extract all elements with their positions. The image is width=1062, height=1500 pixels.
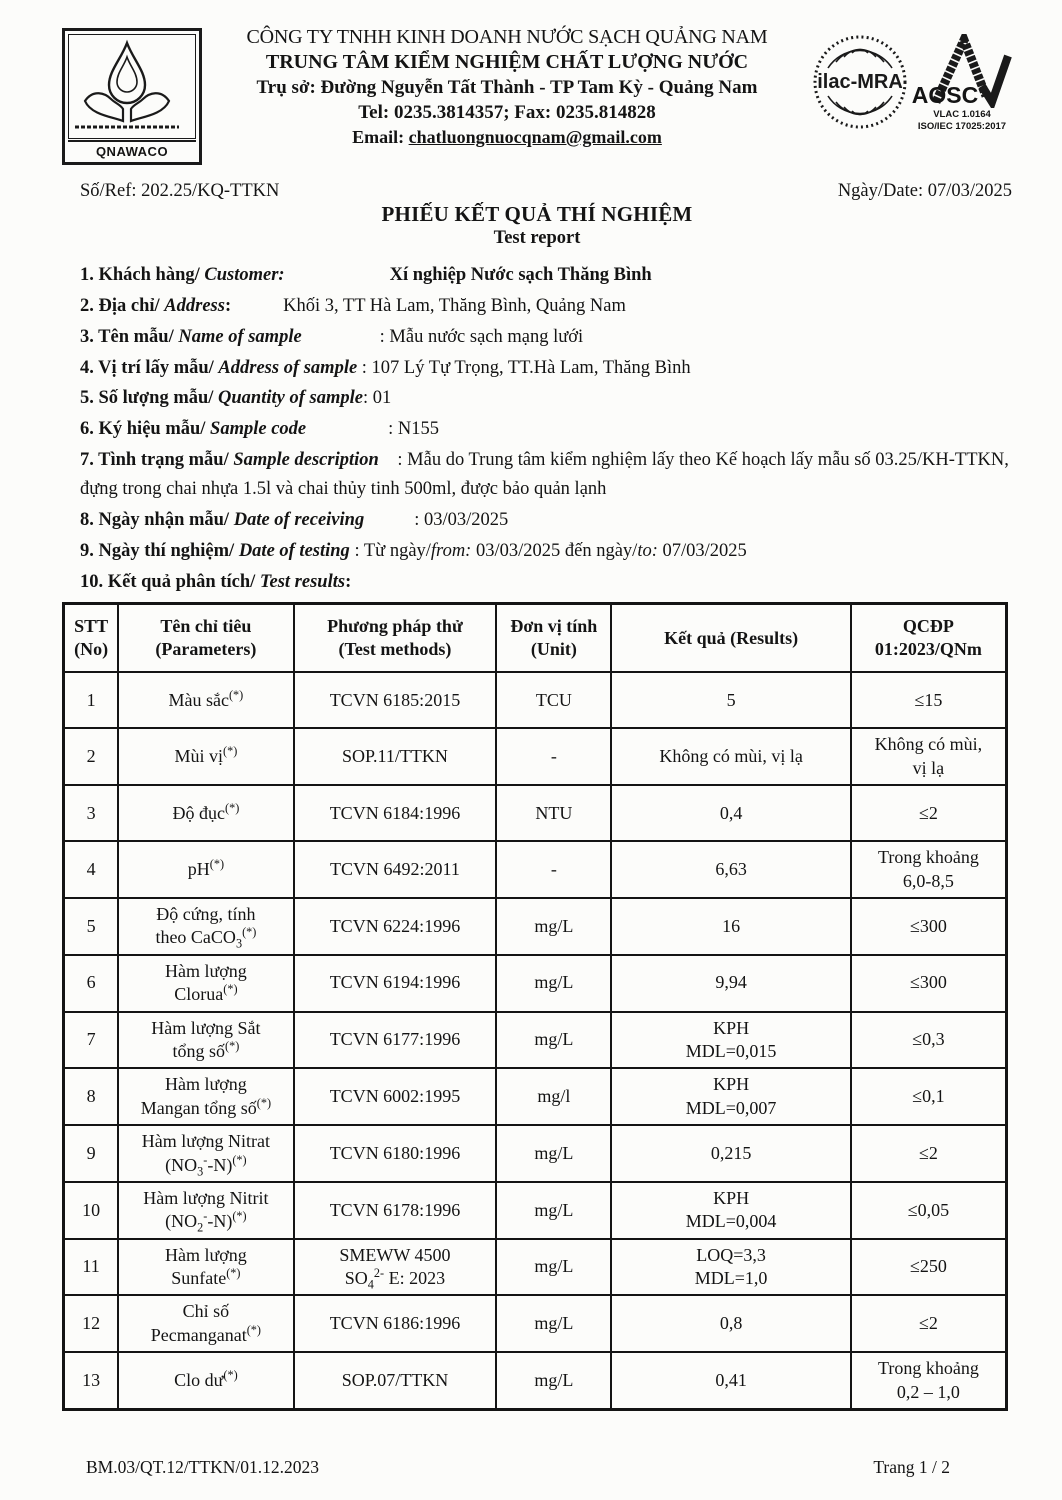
info-segment: : bbox=[224, 295, 232, 316]
limit: Không có mùi, vị lạ bbox=[851, 728, 1007, 785]
unit: - bbox=[496, 841, 611, 898]
aosc-logo bbox=[912, 34, 1012, 134]
page-number: Trang 1 / 2 bbox=[873, 1457, 950, 1477]
row-number: 4 bbox=[64, 841, 119, 898]
test-method: SOP.07/TTKN bbox=[294, 1352, 497, 1409]
email-line bbox=[208, 127, 806, 148]
info-segment: Khối 3, TT Hà Lam, Thăng Bình, Quảng Nam bbox=[283, 295, 626, 316]
unit: mg/L bbox=[496, 1352, 611, 1409]
document-date: Ngày/Date: 07/03/2025 bbox=[837, 181, 1012, 201]
info-segment: Address bbox=[164, 295, 225, 316]
result: KPH MDL=0,004 bbox=[611, 1182, 851, 1239]
table-row bbox=[64, 1068, 1007, 1125]
parameter-name: Hàm lượng Sunfate(*) bbox=[118, 1239, 293, 1296]
info-segment: : N155 bbox=[388, 419, 439, 440]
test-method: TCVN 6224:1996 bbox=[294, 898, 497, 955]
info-segment: Date of receiving bbox=[233, 509, 365, 530]
unit: mg/l bbox=[496, 1068, 611, 1125]
email-label: Email: bbox=[352, 127, 405, 147]
result: 9,94 bbox=[611, 955, 851, 1012]
info-segment: 1. Khách hàng/ bbox=[80, 265, 205, 285]
result: 0,41 bbox=[611, 1352, 851, 1409]
table-row bbox=[64, 1125, 1007, 1182]
limit: ≤15 bbox=[851, 672, 1007, 728]
letterhead bbox=[62, 24, 1012, 165]
report-subtitle: Test report bbox=[493, 228, 581, 248]
parameter-name: Hàm lượng Nitrit $(NO_2^--N)^{(*)}$ bbox=[118, 1182, 293, 1239]
row-number: 6 bbox=[64, 955, 119, 1012]
info-segment: Test results bbox=[259, 571, 346, 592]
info-segment: Sample description bbox=[233, 450, 379, 471]
info-segment: Name of sample bbox=[178, 326, 302, 347]
limit: ≤0,1 bbox=[851, 1068, 1007, 1125]
unit: mg/L bbox=[496, 1012, 611, 1069]
info-segment: 5. Số lượng mẫu/ bbox=[80, 388, 219, 409]
parameter-name: Mùi vị(*) bbox=[118, 728, 293, 785]
table-row bbox=[64, 1012, 1007, 1069]
column-header: Tên chỉ tiêu (Parameters) bbox=[118, 604, 293, 673]
aosc-label: AOSC bbox=[911, 82, 979, 108]
limit: ≤0,05 bbox=[851, 1182, 1007, 1239]
result: 0,4 bbox=[611, 785, 851, 841]
ilac-mra-label: ilac-MRA bbox=[817, 71, 903, 93]
info-line bbox=[80, 415, 1012, 444]
info-segment: : Mẫu do Trung tâm kiểm nghiệm lấy theo Kế hoạch lấy mẫu số 03.25/KH-TTKN, đựng trong chai nhựa 1.5l và chai thủy tinh 500ml, được bảo quản lạnh bbox=[80, 450, 1009, 500]
ref-date-row bbox=[62, 181, 1012, 202]
info-segment: 9. Ngày thí nghiệm/ bbox=[80, 540, 239, 561]
table-row bbox=[64, 1295, 1007, 1352]
column-header: Phương pháp thử (Test methods) bbox=[294, 604, 497, 673]
qnawaco-logo-label: QNAWACO bbox=[68, 140, 196, 159]
info-segment: : 03/03/2025 bbox=[414, 509, 509, 530]
row-number: 10 bbox=[64, 1182, 119, 1239]
row-number: 9 bbox=[64, 1125, 119, 1182]
document-ref: Số/Ref: 202.25/KQ-TTKN bbox=[80, 181, 280, 201]
info-segment: 8. Ngày nhận mẫu/ bbox=[80, 509, 234, 530]
form-code: BM.03/QT.12/TTKN/01.12.2023 bbox=[86, 1457, 320, 1477]
result: Không có mùi, vị lạ bbox=[611, 728, 851, 785]
limit: ≤250 bbox=[851, 1239, 1007, 1296]
qnawaco-logo-inner bbox=[68, 34, 196, 139]
result: 16 bbox=[611, 898, 851, 955]
info-segment: 7. Tình trạng mẫu/ bbox=[80, 450, 234, 471]
info-segment: to: bbox=[637, 540, 658, 561]
parameter-name: Độ đục(*) bbox=[118, 785, 293, 841]
limit: ≤0,3 bbox=[851, 1012, 1007, 1069]
unit: mg/L bbox=[496, 1295, 611, 1352]
info-segment: from: bbox=[430, 540, 472, 561]
info-line bbox=[80, 384, 1012, 413]
company-name: CÔNG TY TNHH KINH DOANH NƯỚC SẠCH QUẢNG NAM bbox=[246, 26, 768, 48]
page-footer bbox=[86, 1457, 950, 1478]
test-method: TCVN 6177:1996 bbox=[294, 1012, 497, 1069]
ilac-mra-stamp-icon bbox=[812, 34, 908, 130]
unit: mg/L bbox=[496, 955, 611, 1012]
info-line bbox=[80, 506, 1012, 535]
test-method: TCVN 6186:1996 bbox=[294, 1295, 497, 1352]
info-segment: 3. Tên mẫu/ bbox=[80, 326, 179, 347]
limit: ≤300 bbox=[851, 898, 1007, 955]
table-row bbox=[64, 785, 1007, 841]
info-segment: Xí nghiệp Nước sạch Thăng Bình bbox=[389, 265, 652, 285]
row-number: 13 bbox=[64, 1352, 119, 1409]
unit: NTU bbox=[496, 785, 611, 841]
email-link[interactable]: chatluongnuocqnam@gmail.com bbox=[408, 127, 662, 147]
info-segment: Customer: bbox=[204, 265, 285, 285]
result: KPH MDL=0,015 bbox=[611, 1012, 851, 1069]
row-number: 8 bbox=[64, 1068, 119, 1125]
test-method: TCVN 6002:1995 bbox=[294, 1068, 497, 1125]
column-header: Đơn vị tính (Unit) bbox=[496, 604, 611, 673]
result: LOQ=3,3 MDL=1,0 bbox=[611, 1239, 851, 1296]
parameter-name: Clo dư(*) bbox=[118, 1352, 293, 1409]
info-line bbox=[80, 292, 1012, 321]
limit: ≤2 bbox=[851, 1295, 1007, 1352]
result: 0,215 bbox=[611, 1125, 851, 1182]
test-method: TCVN 6178:1996 bbox=[294, 1182, 497, 1239]
row-number: 12 bbox=[64, 1295, 119, 1352]
info-line bbox=[80, 568, 1012, 597]
parameter-name: Độ cứng, tính theo CaCO$_3$(*) bbox=[118, 898, 293, 955]
info-segment: 07/03/2025 bbox=[657, 540, 747, 561]
center-name: TRUNG TÂM KIỂM NGHIỆM CHẤT LƯỢNG NƯỚC bbox=[265, 51, 749, 73]
parameter-name: pH(*) bbox=[118, 841, 293, 898]
info-segment: : Từ ngày/ bbox=[354, 540, 431, 561]
table-row bbox=[64, 955, 1007, 1012]
info-line bbox=[80, 354, 1012, 383]
table-row bbox=[64, 1239, 1007, 1296]
row-number: 11 bbox=[64, 1239, 119, 1296]
table-row bbox=[64, 728, 1007, 785]
info-segment: Quantity of sample bbox=[218, 388, 363, 409]
office-address: Trụ sở: Đường Nguyễn Tất Thành - TP Tam Kỳ - Quảng Nam bbox=[256, 77, 758, 98]
info-segment: : Mẫu nước sạch mạng lưới bbox=[379, 326, 584, 347]
test-method: TCVN 6194:1996 bbox=[294, 955, 497, 1012]
row-number: 3 bbox=[64, 785, 119, 841]
info-segment: Sample code bbox=[210, 419, 307, 440]
result: 5 bbox=[611, 672, 851, 728]
info-segment: : bbox=[345, 571, 352, 592]
iso-standard: ISO/IEC 17025:2017 bbox=[917, 121, 1007, 133]
table-row bbox=[64, 1352, 1007, 1409]
vlac-number: VLAC 1.0164 bbox=[933, 109, 991, 120]
info-line bbox=[80, 537, 1012, 566]
parameter-name: Hàm lượng Nitrat $(NO_3^--N)^{(*)}$ bbox=[118, 1125, 293, 1182]
row-number: 1 bbox=[64, 672, 119, 728]
unit: TCU bbox=[496, 672, 611, 728]
accreditation-stamps bbox=[812, 24, 1012, 134]
info-segment: 2. Địa chỉ/ bbox=[80, 295, 165, 316]
row-number: 2 bbox=[64, 728, 119, 785]
unit: mg/L bbox=[496, 1182, 611, 1239]
limit: ≤300 bbox=[851, 955, 1007, 1012]
result: 0,8 bbox=[611, 1295, 851, 1352]
test-method: TCVN 6185:2015 bbox=[294, 672, 497, 728]
unit: mg/L bbox=[496, 1239, 611, 1296]
column-header: QCĐP 01:2023/QNm bbox=[851, 604, 1007, 673]
info-segment: 4. Vị trí lấy mẫu/ bbox=[80, 357, 219, 378]
column-header: Kết quả (Results) bbox=[611, 604, 851, 673]
unit: mg/L bbox=[496, 1125, 611, 1182]
table-row bbox=[64, 1182, 1007, 1239]
test-method: TCVN 6180:1996 bbox=[294, 1125, 497, 1182]
info-segment: 6. Ký hiệu mẫu/ bbox=[80, 419, 211, 440]
tel-fax: Tel: 0235.3814357; Fax: 0235.814828 bbox=[358, 102, 656, 123]
info-segment: 03/03/2025 đến ngày/ bbox=[471, 540, 638, 561]
limit: ≤2 bbox=[851, 785, 1007, 841]
info-segment: Address of sample bbox=[218, 357, 362, 378]
water-drop-hands-icon bbox=[71, 39, 183, 131]
result: 6,63 bbox=[611, 841, 851, 898]
info-segment: : 107 Lý Tự Trọng, TT.Hà Lam, Thăng Bình bbox=[361, 357, 691, 378]
parameter-name: Màu sắc(*) bbox=[118, 672, 293, 728]
limit: Trong khoảng 0,2 – 1,0 bbox=[851, 1352, 1007, 1409]
unit: mg/L bbox=[496, 898, 611, 955]
info-segment: 10. Kết quả phân tích/ bbox=[80, 571, 260, 592]
info-segment: Date of testing bbox=[238, 540, 355, 561]
test-method: SMEWW 4500 $SO_4^{2-}$ E: 2023 bbox=[294, 1239, 497, 1296]
table-row bbox=[64, 672, 1007, 728]
info-line bbox=[80, 323, 1012, 352]
results-table-body bbox=[64, 672, 1007, 1409]
row-number: 5 bbox=[64, 898, 119, 955]
parameter-name: Chỉ số Pecmanganat(*) bbox=[118, 1295, 293, 1352]
test-method: TCVN 6492:2011 bbox=[294, 841, 497, 898]
test-method: TCVN 6184:1996 bbox=[294, 785, 497, 841]
company-heading bbox=[202, 24, 812, 148]
report-title: PHIẾU KẾT QUẢ THÍ NGHIỆM bbox=[381, 202, 693, 226]
limit: ≤2 bbox=[851, 1125, 1007, 1182]
table-row bbox=[64, 898, 1007, 955]
parameter-name: Hàm lượng Clorua(*) bbox=[118, 955, 293, 1012]
info-segment: : 01 bbox=[362, 388, 392, 409]
table-row bbox=[64, 841, 1007, 898]
info-list bbox=[62, 261, 1012, 596]
result: KPH MDL=0,007 bbox=[611, 1068, 851, 1125]
results-table bbox=[62, 602, 1008, 1411]
row-number: 7 bbox=[64, 1012, 119, 1069]
info-line bbox=[80, 261, 1012, 290]
results-table-head-row bbox=[64, 604, 1007, 673]
info-line bbox=[80, 446, 1012, 504]
unit: - bbox=[496, 728, 611, 785]
qnawaco-logo bbox=[62, 28, 202, 165]
parameter-name: Hàm lượng Sắt tổng số(*) bbox=[118, 1012, 293, 1069]
test-method: SOP.11/TTKN bbox=[294, 728, 497, 785]
parameter-name: Hàm lượng Mangan tổng số(*) bbox=[118, 1068, 293, 1125]
column-header: STT (No) bbox=[64, 604, 119, 673]
limit: Trong khoảng 6,0-8,5 bbox=[851, 841, 1007, 898]
